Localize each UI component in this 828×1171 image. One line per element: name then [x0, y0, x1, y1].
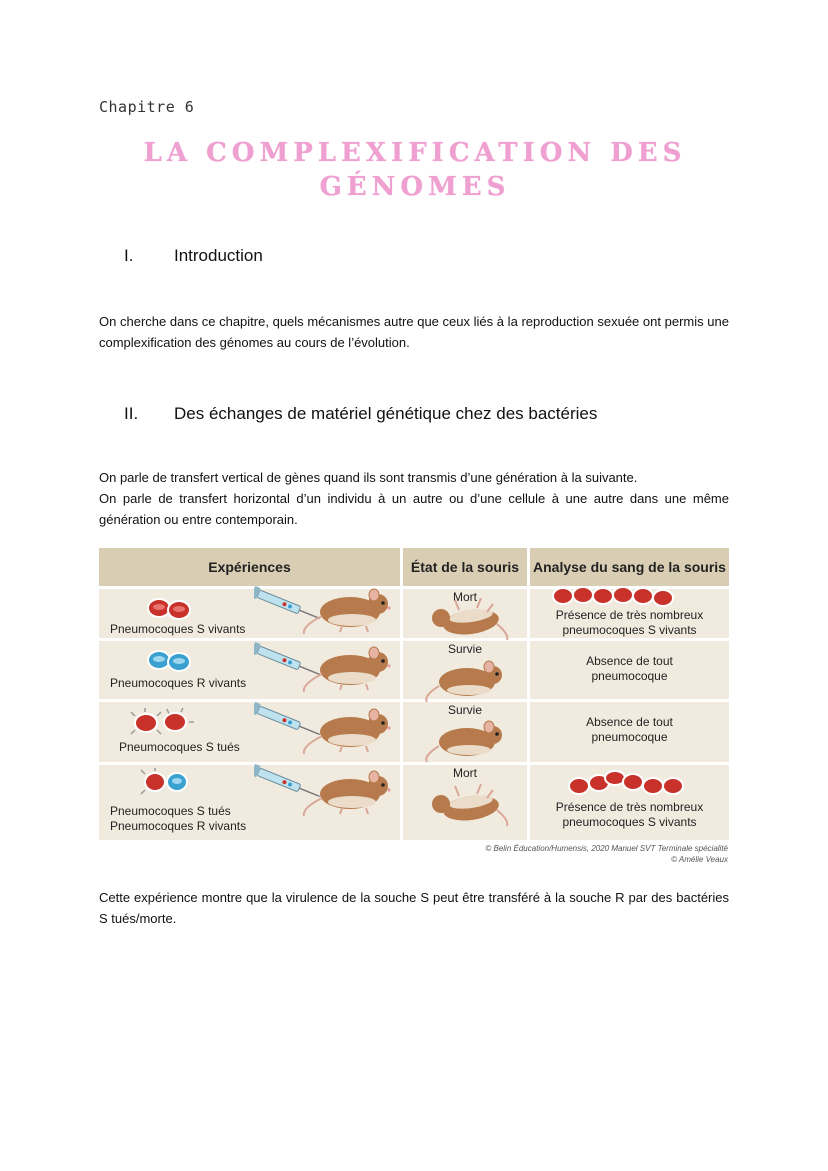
- blood-analysis: Absence de tout pneumocoque: [586, 654, 673, 683]
- chapter-label: Chapitre 6: [99, 98, 195, 116]
- s-bacteria-icon: [139, 596, 199, 622]
- blood-analysis: Présence de très nombreux pneumocoques S vivants: [555, 608, 704, 637]
- header-mouse-state: État de la souris: [403, 548, 527, 586]
- chapter-title: [110, 136, 720, 204]
- mouse-state: Survie: [447, 703, 482, 717]
- section-title: Introduction: [174, 246, 263, 265]
- section-title: Des échanges de matériel génétique chez des bactéries: [174, 404, 598, 423]
- s-bacteria-cluster-icon: [563, 770, 693, 800]
- vertical-transfer-line: On parle de transfert vertical de gènes quand ils sont transmis d’une génération à la suivante.: [99, 470, 638, 485]
- experiment-label: Pneumocoques R vivants: [110, 676, 247, 690]
- column-divider: [527, 548, 530, 840]
- experiment-label: Pneumocoques S tués Pneumocoques R vivants: [110, 804, 247, 833]
- griffith-experiment-figure: [99, 548, 729, 840]
- row-divider: [99, 762, 729, 765]
- section-number: I.: [124, 246, 134, 265]
- title-line-2: GÉNOMES: [319, 172, 511, 202]
- header-experiences: Expériences: [99, 548, 400, 586]
- mixed-bacteria-icon: [139, 768, 209, 798]
- s-bacteria-cluster-icon: [545, 584, 695, 608]
- blood-analysis: Absence de tout pneumocoque: [586, 715, 673, 744]
- transfer-paragraph: [99, 467, 729, 530]
- injection-illustrations: [254, 586, 400, 840]
- mouse-state-illustrations: [425, 598, 515, 838]
- killed-s-bacteria-icon: [127, 708, 197, 738]
- mouse-state: Mort: [453, 766, 477, 780]
- row-divider: [99, 638, 729, 641]
- experiment-label: Pneumocoques S tués: [119, 740, 240, 754]
- conclusion-paragraph: Cette expérience montre que la virulence de la souche S peut être transféré à la souche R par des bactéries S tués/morte.: [99, 890, 729, 926]
- intro-paragraph: On cherche dans ce chapitre, quels mécanismes autre que ceux liés à la reproduction sexuée ont permis une complexification des génomes au cours de l’évolution.: [99, 314, 729, 350]
- mouse-state: Mort: [453, 590, 477, 604]
- section-number: II.: [124, 404, 139, 423]
- blood-analysis: Présence de très nombreux pneumocoques S vivants: [555, 800, 704, 829]
- section-heading-1: [124, 246, 724, 268]
- r-bacteria-icon: [139, 648, 199, 674]
- section-heading-2: [124, 404, 744, 426]
- experiment-label: Pneumocoques S vivants: [110, 622, 246, 636]
- header-blood-analysis: Analyse du sang de la souris: [530, 548, 729, 586]
- mouse-state: Survie: [447, 642, 482, 656]
- title-line-1: LA COMPLEXIFICATION DES: [143, 138, 687, 168]
- figure-credit: © Belin Éducation/Humensis, 2020 Manuel SVT Terminale spécialité © Amélie Veaux: [485, 844, 728, 864]
- horizontal-transfer-line: On parle de transfert horizontal d’un individu à un autre ou d’une cellule à une autre dans une même génération ou entre contemporain.: [99, 491, 729, 527]
- row-divider: [99, 699, 729, 702]
